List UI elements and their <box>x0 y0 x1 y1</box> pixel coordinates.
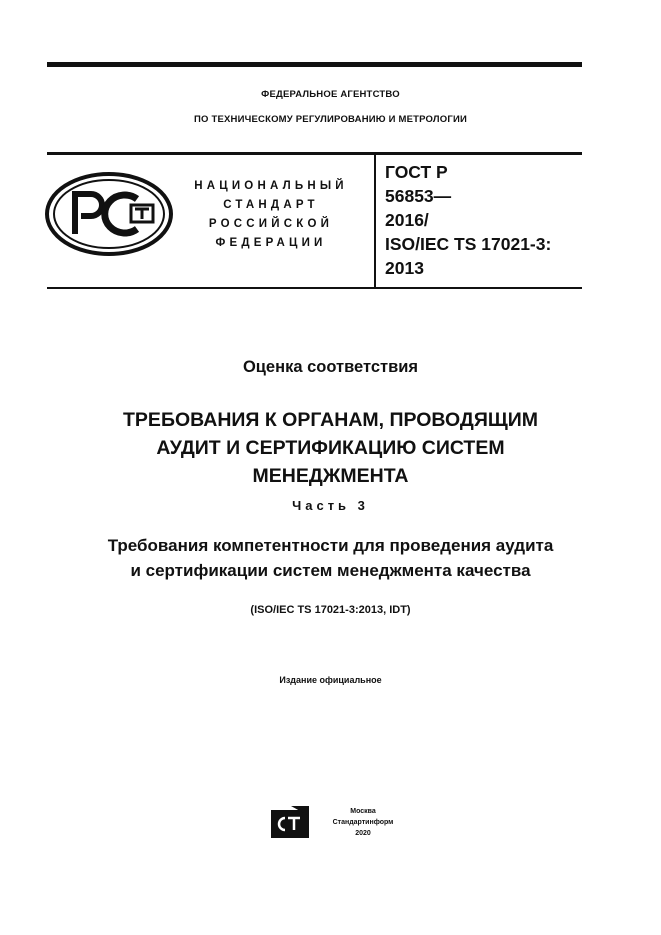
part-label: Часть 3 <box>292 498 369 513</box>
national-line: СТАНДАРТ <box>223 199 319 211</box>
title-line: АУДИТ И СЕРТИФИКАЦИЮ СИСТЕМ <box>156 437 505 459</box>
publisher-name: Стандартинформ <box>332 819 394 826</box>
designation-line: 56853— <box>385 186 452 206</box>
publisher-city: Москва <box>350 808 376 815</box>
national-line: РОССИЙСКОЙ <box>208 218 334 230</box>
block-bottom-rule <box>47 287 582 289</box>
national-line: ФЕДЕРАЦИИ <box>215 237 327 249</box>
edition-label: Издание официальное <box>279 675 382 685</box>
publisher-info <box>318 806 408 839</box>
document-subtitle <box>0 533 661 583</box>
agency-line-2: ПО ТЕХНИЧЕСКОМУ РЕГУЛИРОВАНИЮ И МЕТРОЛОГИИ <box>194 114 467 125</box>
subtitle-line: Требования компетентности для проведения аудита <box>107 536 554 555</box>
document-title <box>0 406 661 490</box>
designation-line: 2016/ <box>385 210 429 230</box>
rst-emblem-icon <box>45 172 173 256</box>
publisher-year: 2020 <box>355 830 371 837</box>
title-line: МЕНЕДЖМЕНТА <box>252 465 409 487</box>
designation-line: ГОСТ Р <box>385 162 448 182</box>
designation-line: 2013 <box>385 258 424 278</box>
block-top-rule <box>47 152 582 155</box>
top-rule <box>47 62 582 67</box>
standard-designation <box>385 160 585 280</box>
national-line: НАЦИОНАЛЬНЫЙ <box>194 180 348 192</box>
subtitle-line: и сертификации систем менеджмента качества <box>130 561 531 580</box>
standartinform-logo-icon <box>271 806 309 838</box>
title-line: ТРЕБОВАНИЯ К ОРГАНАМ, ПРОВОДЯЩИМ <box>123 409 538 431</box>
iso-reference: (ISO/IEC TS 17021-3:2013, IDT) <box>250 604 411 616</box>
national-standard-label <box>176 177 366 253</box>
agency-line-1: ФЕДЕРАЛЬНОЕ АГЕНТСТВО <box>261 89 400 100</box>
block-divider <box>374 152 376 288</box>
designation-line: ISO/IEC TS 17021-3: <box>385 234 552 254</box>
document-subject: Оценка соответствия <box>242 358 419 376</box>
